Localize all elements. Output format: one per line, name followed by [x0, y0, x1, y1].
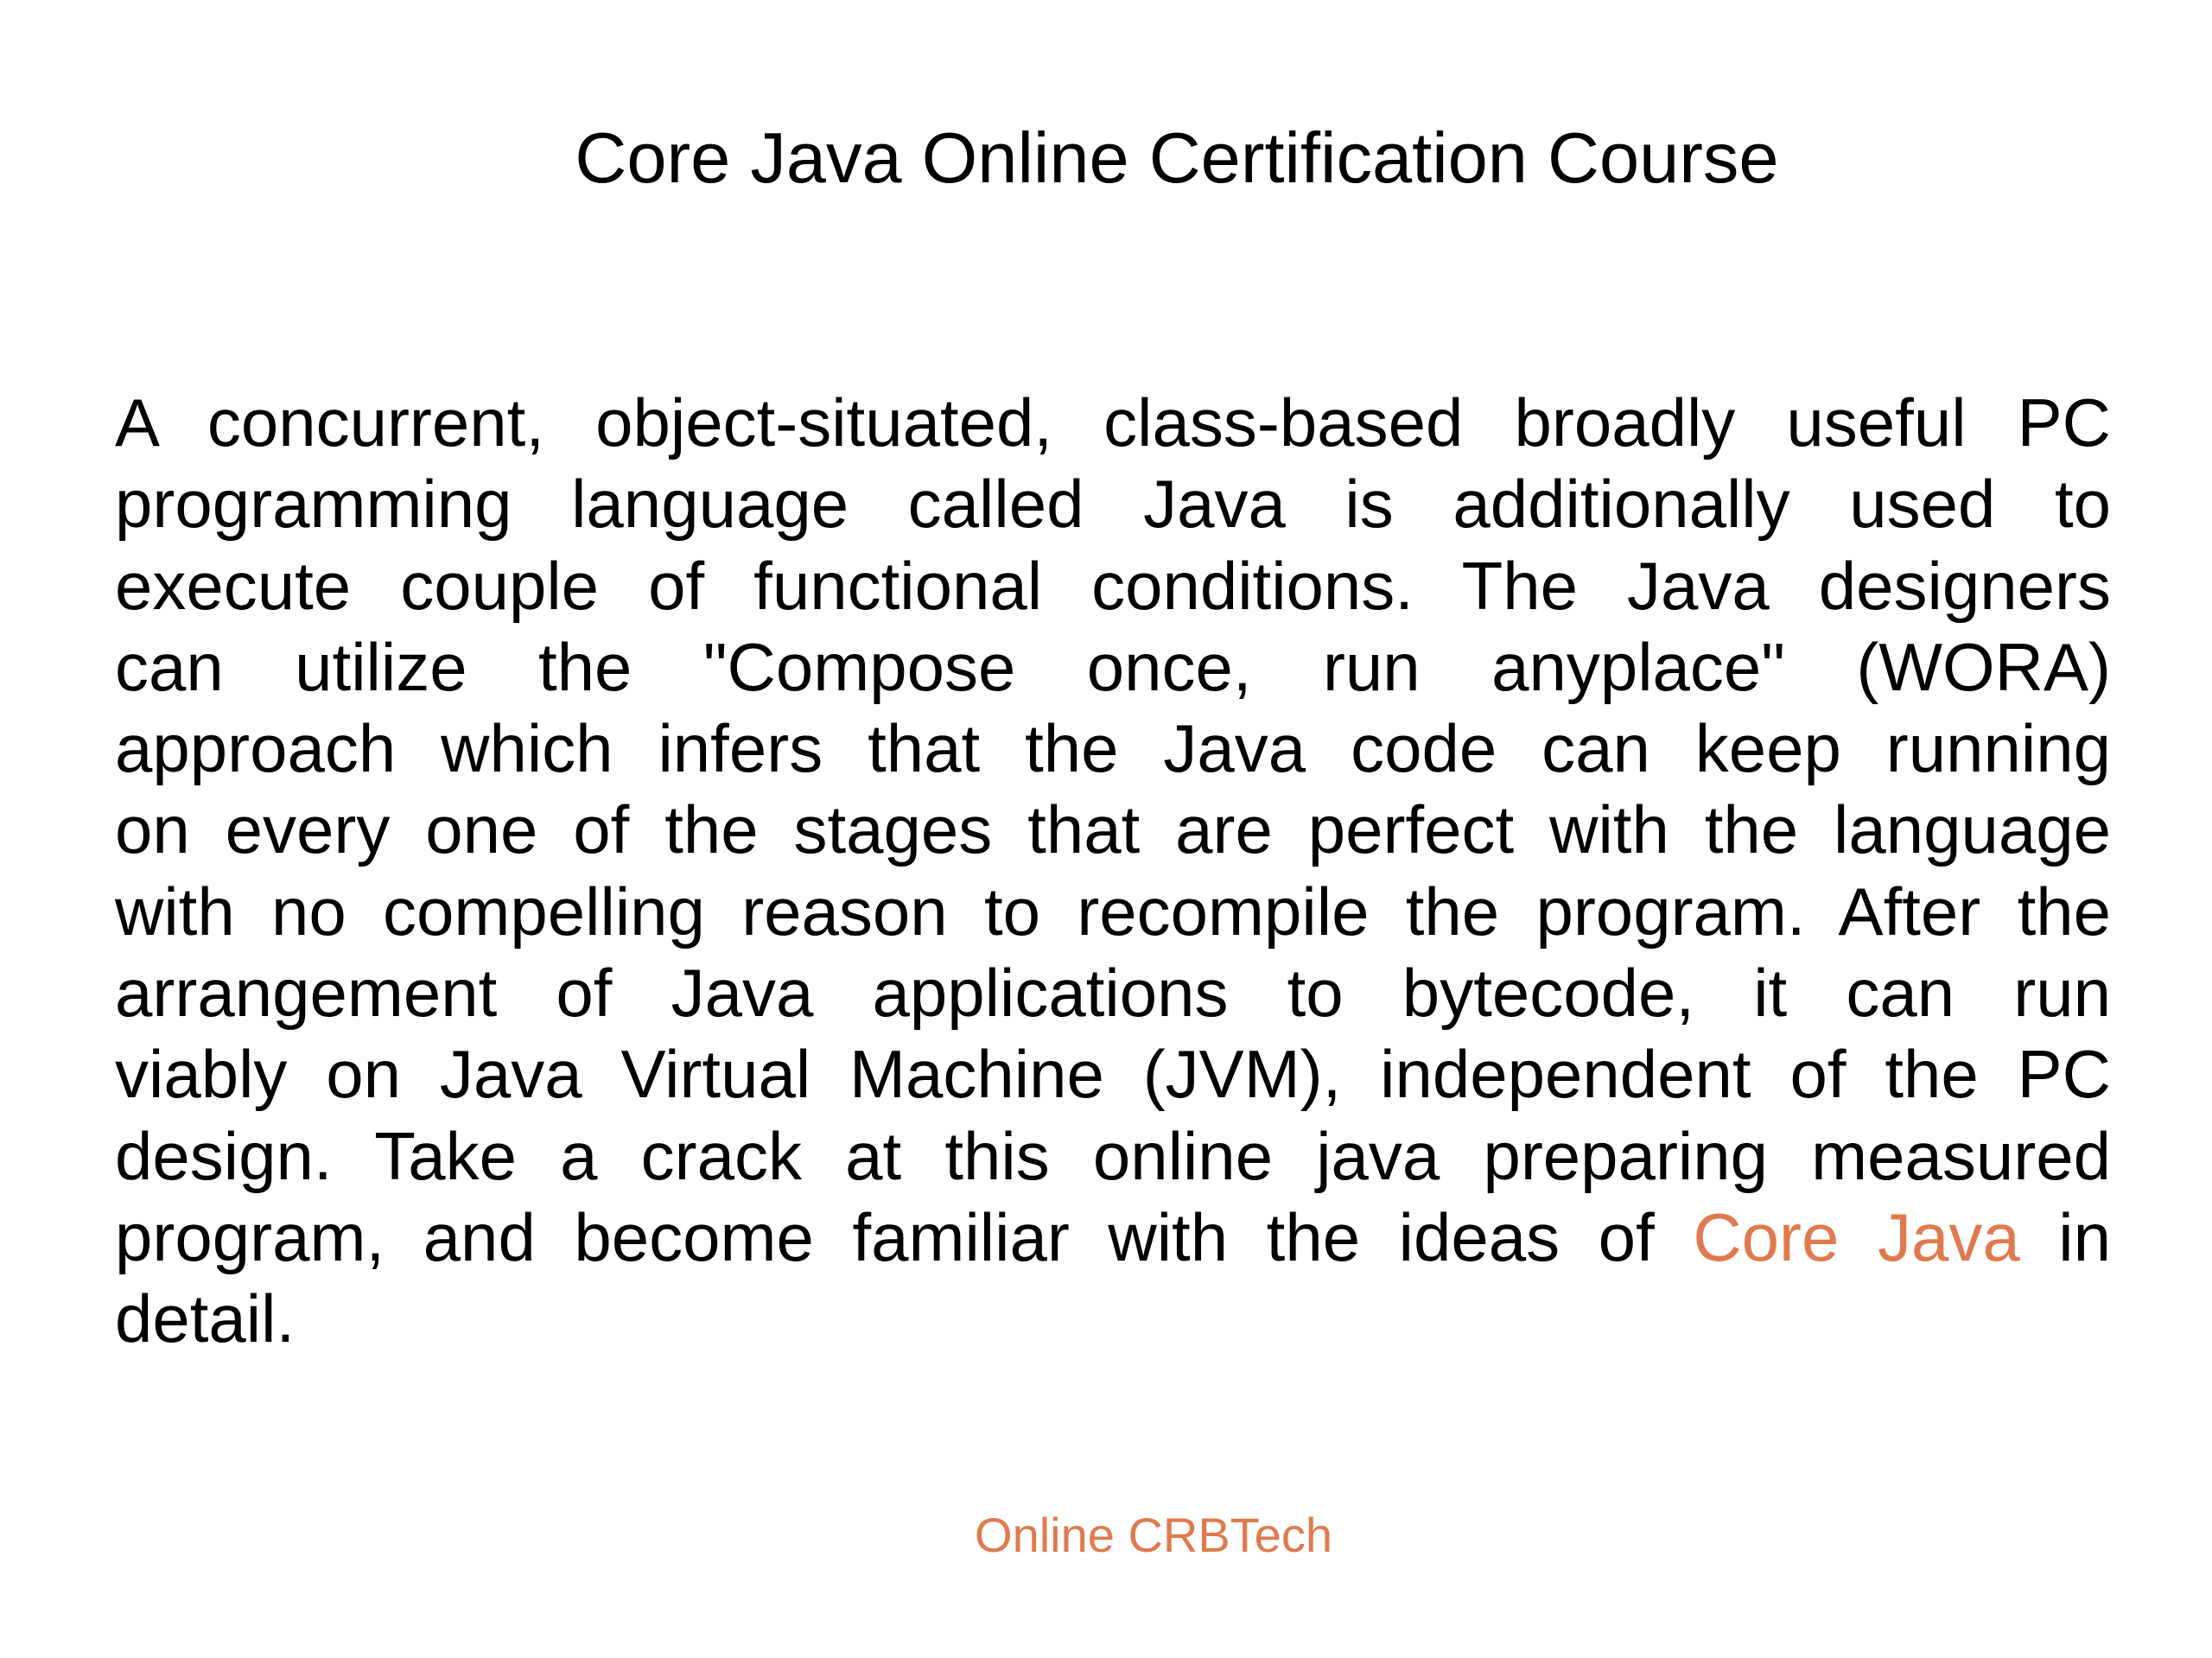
- slide-title: Core Java Online Certification Course: [575, 118, 1779, 198]
- core-java-link[interactable]: Core Java: [1693, 1198, 2020, 1275]
- body-line-text: in: [2019, 1198, 2111, 1275]
- body-line: on every one of the stages that are perfect with the language: [115, 791, 2111, 868]
- body-line: arrangement of Java applications to bytecode, it can run: [115, 955, 2111, 1032]
- body-line: approach which infers that the Java code can keep running: [115, 710, 2111, 787]
- body-line-text: program, and become familiar with the ideas of: [115, 1198, 1694, 1275]
- body-line: with no compelling reason to recompile the program. After the: [115, 873, 2111, 950]
- body-line: detail.: [115, 1280, 296, 1357]
- footer-link[interactable]: Online CRBTech: [975, 1508, 1332, 1562]
- body-line: A concurrent, object-situated, class-based broadly useful PC: [115, 384, 2111, 461]
- body-line: can utilize the "Compose once, run anyplace" (WORA): [115, 628, 2111, 705]
- body-line: programming language called Java is additionally used to: [115, 466, 2111, 543]
- body-line: execute couple of functional conditions. The Java designers: [115, 547, 2111, 624]
- body-line-with-link: [115, 1197, 2111, 1278]
- body-line: design. Take a crack at this online java preparing measured: [115, 1117, 2111, 1194]
- body-paragraph: [115, 382, 2111, 1360]
- body-line: viably on Java Virtual Machine (JVM), independent of the PC: [115, 1036, 2111, 1113]
